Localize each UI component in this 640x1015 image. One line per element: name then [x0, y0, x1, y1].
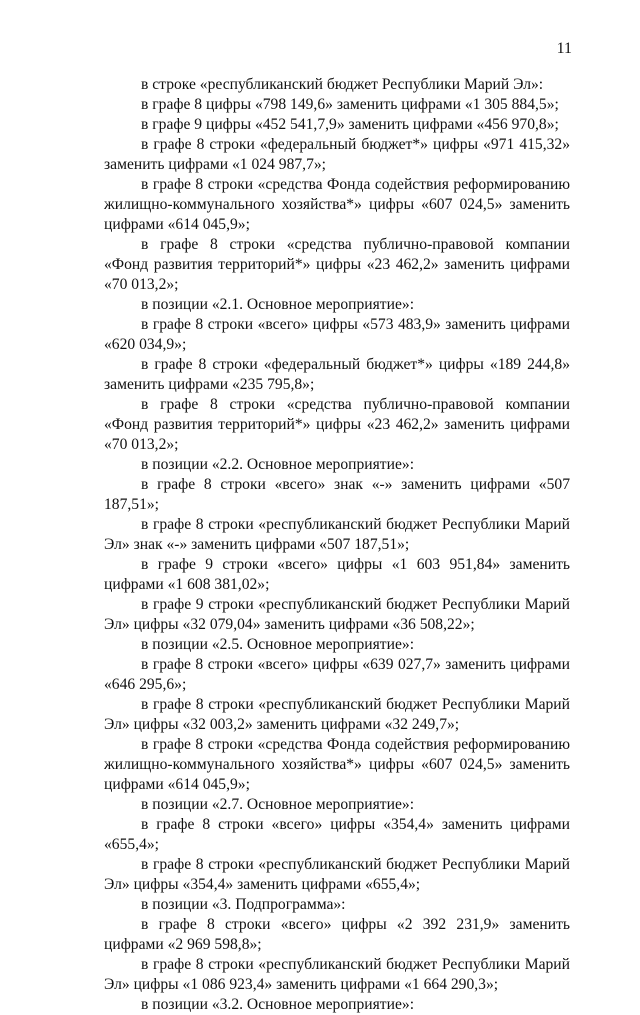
paragraph: в графе 8 строки «средства публично-правовой компании «Фонд развития территорий*» цифры «23 462,2» заменить цифрами «70 013,2»; [104, 236, 570, 293]
paragraph: в позиции «3. Подпрограмма»: [141, 896, 346, 913]
paragraph: в графе 9 строки «республиканский бюджет Республики Марий Эл» цифры «32 079,04» заменить цифрами «36 508,22»; [104, 596, 570, 633]
paragraph: в позиции «3.2. Основное мероприятие»: [141, 996, 415, 1013]
paragraph: в позиции «2.1. Основное мероприятие»: [141, 296, 415, 313]
paragraph: в графе 8 строки «федеральный бюджет*» цифры «971 415,32» заменить цифрами «1 024 987,7»; [104, 136, 570, 173]
paragraph: в графе 8 строки «всего» цифры «2 392 231,9» заменить цифрами «2 969 598,8»; [104, 916, 570, 953]
paragraph: в графе 9 строки «всего» цифры «1 603 951,84» заменить цифрами «1 608 381,02»; [104, 556, 570, 593]
paragraph: в графе 9 цифры «452 541,7,9» заменить цифрами «456 970,8»; [141, 116, 559, 133]
paragraph: в графе 8 строки «республиканский бюджет Республики Марий Эл» знак «-» заменить цифрами «507 187,51»; [104, 516, 570, 553]
paragraph: в графе 8 строки «республиканский бюджет Республики Марий Эл» цифры «1 086 923,4» заменить цифрами «1 664 290,3»; [104, 956, 570, 993]
paragraph: в графе 8 строки «всего» цифры «354,4» заменить цифрами «655,4»; [104, 816, 570, 853]
paragraph: в графе 8 строки «федеральный бюджет*» цифры «189 244,8» заменить цифрами «235 795,8»; [104, 356, 570, 393]
paragraph: в графе 8 строки «средства Фонда содействия реформированию жилищно-коммунального хозяйства*» цифры «607 024,5» заменить цифрами «614 045,9»; [104, 176, 570, 233]
paragraph: в графе 8 строки «средства публично-правовой компании «Фонд развития территорий*» цифры «23 462,2» заменить цифрами «70 013,2»; [104, 396, 570, 453]
paragraph: в графе 8 строки «всего» цифры «639 027,7» заменить цифрами «646 295,6»; [104, 656, 570, 693]
paragraph: в графе 8 строки «республиканский бюджет Республики Марий Эл» цифры «354,4» заменить цифрами «655,4»; [104, 856, 570, 893]
paragraph: в графе 8 строки «республиканский бюджет Республики Марий Эл» цифры «32 003,2» заменить цифрами «32 249,7»; [104, 696, 570, 733]
paragraph: в графе 8 строки «всего» знак «-» заменить цифрами «507 187,51»; [104, 476, 570, 513]
paragraph: в графе 8 строки «средства Фонда содействия реформированию жилищно-коммунального хозяйства*» цифры «607 024,5» заменить цифрами «614 045,9»; [104, 736, 570, 793]
page-number: 11 [556, 40, 572, 57]
paragraph: в позиции «2.2. Основное мероприятие»: [141, 456, 415, 473]
paragraph: в графе 8 строки «всего» цифры «573 483,9» заменить цифрами «620 034,9»; [104, 316, 570, 353]
document-body [104, 75, 570, 1015]
paragraph: в позиции «2.5. Основное мероприятие»: [141, 636, 415, 653]
paragraph: в строке «республиканский бюджет Республики Марий Эл»: [141, 76, 544, 93]
paragraph: в графе 8 цифры «798 149,6» заменить цифрами «1 305 884,5»; [141, 96, 559, 113]
paragraph: в позиции «2.7. Основное мероприятие»: [141, 796, 415, 813]
